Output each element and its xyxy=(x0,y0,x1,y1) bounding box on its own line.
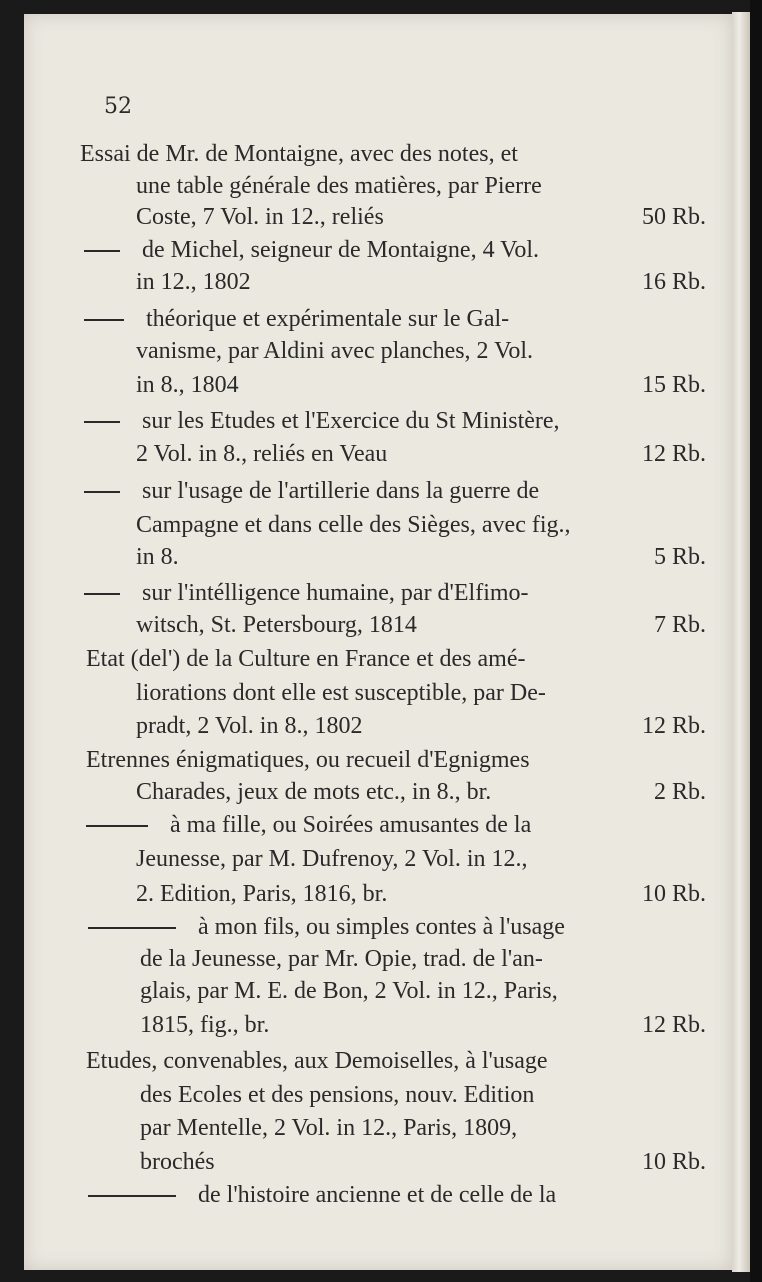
entry-line: brochés xyxy=(140,1149,215,1175)
entry-line: in 8. xyxy=(136,544,179,570)
price-label: 7 Rb. xyxy=(653,612,706,638)
entry-line: 2 Vol. in 8., reliés en Veau xyxy=(136,441,388,467)
entry-line: de Michel, seigneur de Montaigne, 4 Vol. xyxy=(84,235,539,267)
entry-line: liorations dont elle est susceptible, par De- xyxy=(136,680,546,706)
entry-line: in 8., 1804 xyxy=(136,372,239,398)
entry-line: vanisme, par Aldini avec planches, 2 Vol. xyxy=(136,338,534,364)
entry-line: des Ecoles et des pensions, nouv. Edition xyxy=(140,1082,535,1108)
entry-line: witsch, St. Petersbourg, 1814 xyxy=(136,612,417,638)
facing-page-edge xyxy=(732,12,750,1272)
scan-background xyxy=(750,0,762,1282)
entry-line: Coste, 7 Vol. in 12., reliés xyxy=(136,204,384,230)
entry-line: de l'histoire ancienne et de celle de la xyxy=(88,1180,556,1212)
entry-line: une table générale des matières, par Pierre xyxy=(136,173,542,199)
price-label: 10 Rb. xyxy=(641,1149,706,1175)
price-label: 2 Rb. xyxy=(653,779,706,805)
price-label: 12 Rb. xyxy=(641,713,706,739)
ditto-dash xyxy=(88,1195,176,1197)
entry-line: sur les Etudes et l'Exercice du St Ministère, xyxy=(84,406,560,438)
entry-line: in 12., 1802 xyxy=(136,269,251,295)
entry-line: Etudes, convenables, aux Demoiselles, à l'usage xyxy=(86,1048,548,1074)
entry-line: Jeunesse, par M. Dufrenoy, 2 Vol. in 12., xyxy=(136,846,528,872)
price-label: 50 Rb. xyxy=(641,204,706,230)
entry-line: à ma fille, ou Soirées amusantes de la xyxy=(86,810,531,842)
entry-line: théorique et expérimentale sur le Gal- xyxy=(84,304,509,336)
price-label: 12 Rb. xyxy=(641,441,706,467)
ditto-dash xyxy=(86,825,148,827)
page-number: 52 xyxy=(104,94,132,119)
entry-line: pradt, 2 Vol. in 8., 1802 xyxy=(136,713,363,739)
entry-line: 1815, fig., br. xyxy=(140,1012,270,1038)
entry-line: glais, par M. E. de Bon, 2 Vol. in 12., Paris, xyxy=(140,978,558,1004)
entry-line: sur l'usage de l'artillerie dans la guerre de xyxy=(84,476,539,508)
ditto-dash xyxy=(84,421,120,423)
price-label: 5 Rb. xyxy=(653,544,706,570)
ditto-dash xyxy=(88,927,176,929)
entry-line: de la Jeunesse, par Mr. Opie, trad. de l'an- xyxy=(140,946,543,972)
book-page xyxy=(24,14,732,1270)
entry-line: Etrennes énigmatiques, ou recueil d'Egnigmes xyxy=(86,747,530,773)
ditto-dash xyxy=(84,319,124,321)
entry-line: à mon fils, ou simples contes à l'usage xyxy=(88,912,565,944)
ditto-dash xyxy=(84,491,120,493)
entry-line: Etat (del') de la Culture en France et des amé- xyxy=(86,646,526,672)
price-label: 15 Rb. xyxy=(641,372,706,398)
entry-line: Campagne et dans celle des Sièges, avec fig., xyxy=(136,512,571,538)
entry-line: Charades, jeux de mots etc., in 8., br. xyxy=(136,779,492,805)
ditto-dash xyxy=(84,250,120,252)
price-label: 12 Rb. xyxy=(641,1012,706,1038)
price-label: 10 Rb. xyxy=(641,881,706,907)
ditto-dash xyxy=(84,593,120,595)
entry-line: par Mentelle, 2 Vol. in 12., Paris, 1809, xyxy=(140,1115,518,1141)
catalog-text xyxy=(24,14,732,1270)
price-label: 16 Rb. xyxy=(641,269,706,295)
entry-line: Essai de Mr. de Montaigne, avec des notes, et xyxy=(80,141,518,167)
entry-line: 2. Edition, Paris, 1816, br. xyxy=(136,881,388,907)
entry-line: sur l'intélligence humaine, par d'Elfimo- xyxy=(84,578,529,610)
